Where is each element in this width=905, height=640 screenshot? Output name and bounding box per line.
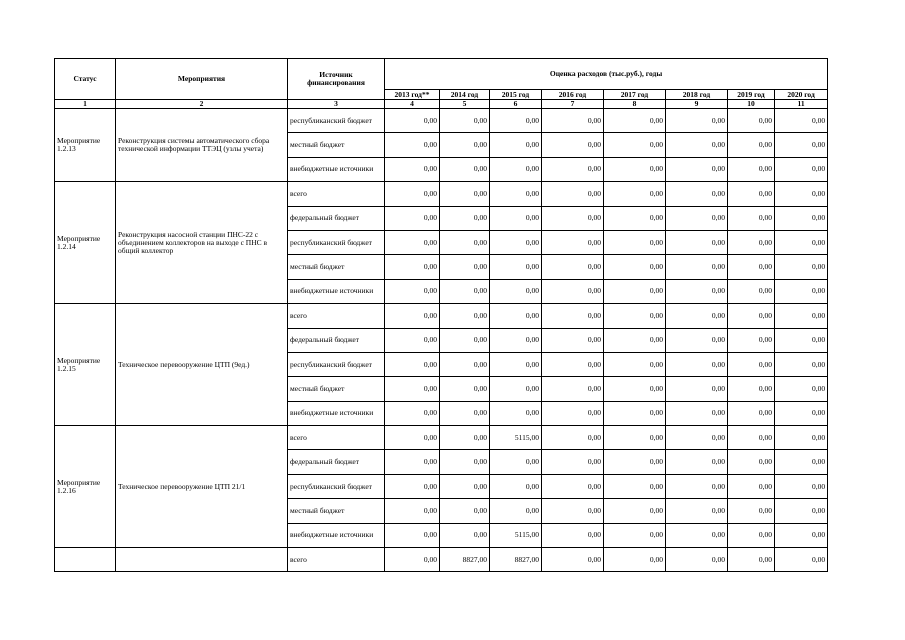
value-cell: 0,00: [775, 255, 828, 279]
status-cell: Мероприятие 1.2.13: [55, 109, 116, 182]
value-cell: 0,00: [728, 401, 775, 425]
value-cell: 0,00: [728, 230, 775, 254]
value-cell: 0,00: [728, 133, 775, 157]
table-row: [55, 548, 828, 572]
source-cell: федеральный бюджет: [288, 450, 385, 474]
value-cell: 0,00: [728, 352, 775, 376]
header-status: Статус: [55, 59, 116, 100]
year-header: 2020 год: [775, 90, 828, 100]
source-cell: республиканский бюджет: [288, 352, 385, 376]
source-cell: федеральный бюджет: [288, 206, 385, 230]
value-cell: 0,00: [604, 133, 666, 157]
source-cell: внебюджетные источники: [288, 523, 385, 547]
value-cell: 0,00: [666, 474, 728, 498]
source-cell: всего: [288, 182, 385, 206]
value-cell: 0,00: [604, 328, 666, 352]
value-cell: 0,00: [542, 133, 604, 157]
column-number: 5: [440, 100, 490, 109]
source-cell: республиканский бюджет: [288, 230, 385, 254]
measure-cell: [116, 548, 288, 572]
column-number: 10: [728, 100, 775, 109]
source-cell: всего: [288, 548, 385, 572]
value-cell: 0,00: [542, 109, 604, 133]
source-cell: местный бюджет: [288, 255, 385, 279]
value-cell: 0,00: [775, 474, 828, 498]
value-cell: 0,00: [542, 304, 604, 328]
value-cell: 0,00: [775, 548, 828, 572]
value-cell: 0,00: [728, 279, 775, 303]
value-cell: 0,00: [542, 255, 604, 279]
value-cell: 0,00: [775, 523, 828, 547]
value-cell: 0,00: [440, 352, 490, 376]
value-cell: 0,00: [604, 279, 666, 303]
budget-body: [55, 109, 828, 572]
value-cell: 0,00: [775, 426, 828, 450]
value-cell: 0,00: [775, 450, 828, 474]
status-cell: Мероприятие 1.2.16: [55, 426, 116, 548]
year-header: 2018 год: [666, 90, 728, 100]
source-cell: внебюджетные источники: [288, 157, 385, 181]
value-cell: 0,00: [440, 377, 490, 401]
value-cell: 0,00: [440, 474, 490, 498]
table-row: [55, 426, 828, 450]
value-cell: 0,00: [604, 523, 666, 547]
value-cell: 0,00: [604, 206, 666, 230]
value-cell: 0,00: [385, 499, 440, 523]
value-cell: 0,00: [666, 352, 728, 376]
value-cell: 0,00: [490, 377, 542, 401]
value-cell: 0,00: [490, 474, 542, 498]
value-cell: 0,00: [666, 523, 728, 547]
value-cell: 0,00: [440, 328, 490, 352]
value-cell: 0,00: [728, 426, 775, 450]
value-cell: 0,00: [666, 206, 728, 230]
value-cell: 0,00: [490, 230, 542, 254]
value-cell: 0,00: [440, 523, 490, 547]
value-cell: 0,00: [542, 401, 604, 425]
source-cell: местный бюджет: [288, 499, 385, 523]
source-cell: местный бюджет: [288, 377, 385, 401]
value-cell: 0,00: [385, 230, 440, 254]
value-cell: 0,00: [490, 401, 542, 425]
value-cell: 0,00: [440, 499, 490, 523]
value-cell: 0,00: [775, 352, 828, 376]
value-cell: 0,00: [604, 426, 666, 450]
header-row: [55, 59, 828, 90]
measure-cell: Реконструкция системы автоматического сбора технической информации ТТЭЦ (узлы учета): [116, 109, 288, 182]
value-cell: 0,00: [775, 206, 828, 230]
value-cell: 0,00: [542, 328, 604, 352]
status-cell: [55, 548, 116, 572]
value-cell: 0,00: [440, 450, 490, 474]
header-cost-estimate: Оценка расходов (тыс.руб.), годы: [385, 59, 828, 90]
column-number: 4: [385, 100, 440, 109]
value-cell: 0,00: [490, 182, 542, 206]
header-measures: Мероприятия: [116, 59, 288, 100]
value-cell: 0,00: [542, 474, 604, 498]
column-number: 1: [55, 100, 116, 109]
source-cell: внебюджетные источники: [288, 401, 385, 425]
value-cell: 0,00: [440, 133, 490, 157]
value-cell: 0,00: [728, 499, 775, 523]
value-cell: 0,00: [604, 304, 666, 328]
value-cell: 0,00: [775, 304, 828, 328]
value-cell: 0,00: [440, 279, 490, 303]
table-row: [55, 304, 828, 328]
value-cell: 0,00: [385, 133, 440, 157]
value-cell: 0,00: [666, 499, 728, 523]
source-cell: всего: [288, 304, 385, 328]
value-cell: 8827,00: [490, 548, 542, 572]
value-cell: 0,00: [490, 133, 542, 157]
value-cell: 0,00: [385, 474, 440, 498]
value-cell: 0,00: [542, 523, 604, 547]
value-cell: 0,00: [440, 255, 490, 279]
value-cell: 0,00: [775, 133, 828, 157]
value-cell: 0,00: [666, 450, 728, 474]
value-cell: 0,00: [440, 182, 490, 206]
value-cell: 0,00: [775, 499, 828, 523]
year-header: 2013 год**: [385, 90, 440, 100]
value-cell: 0,00: [385, 426, 440, 450]
value-cell: 0,00: [542, 352, 604, 376]
value-cell: 0,00: [728, 450, 775, 474]
value-cell: 0,00: [728, 206, 775, 230]
value-cell: 0,00: [666, 255, 728, 279]
value-cell: 0,00: [666, 377, 728, 401]
value-cell: 0,00: [604, 377, 666, 401]
value-cell: 0,00: [728, 523, 775, 547]
value-cell: 0,00: [440, 304, 490, 328]
year-header: 2017 год: [604, 90, 666, 100]
value-cell: 0,00: [385, 255, 440, 279]
source-cell: всего: [288, 426, 385, 450]
value-cell: 5115,00: [490, 523, 542, 547]
value-cell: 0,00: [490, 304, 542, 328]
value-cell: 0,00: [604, 109, 666, 133]
column-number: 2: [116, 100, 288, 109]
source-cell: федеральный бюджет: [288, 328, 385, 352]
value-cell: 0,00: [542, 548, 604, 572]
value-cell: 0,00: [490, 255, 542, 279]
value-cell: 0,00: [666, 182, 728, 206]
value-cell: 0,00: [542, 377, 604, 401]
value-cell: 0,00: [604, 182, 666, 206]
value-cell: 0,00: [666, 548, 728, 572]
value-cell: 0,00: [490, 328, 542, 352]
value-cell: 0,00: [775, 328, 828, 352]
value-cell: 0,00: [490, 450, 542, 474]
column-number: 9: [666, 100, 728, 109]
value-cell: 0,00: [385, 279, 440, 303]
value-cell: 0,00: [490, 279, 542, 303]
value-cell: 0,00: [542, 182, 604, 206]
value-cell: 0,00: [440, 157, 490, 181]
budget-table: [54, 58, 828, 572]
column-number-row: [55, 100, 828, 109]
status-cell: Мероприятие 1.2.14: [55, 182, 116, 304]
source-cell: республиканский бюджет: [288, 474, 385, 498]
value-cell: 0,00: [490, 352, 542, 376]
value-cell: 0,00: [728, 377, 775, 401]
value-cell: 0,00: [542, 499, 604, 523]
table-row: [55, 109, 828, 133]
year-header: 2014 год: [440, 90, 490, 100]
value-cell: 0,00: [604, 548, 666, 572]
value-cell: 0,00: [775, 377, 828, 401]
value-cell: 0,00: [775, 157, 828, 181]
value-cell: 0,00: [440, 109, 490, 133]
value-cell: 0,00: [542, 230, 604, 254]
value-cell: 0,00: [728, 109, 775, 133]
value-cell: 0,00: [385, 548, 440, 572]
value-cell: 0,00: [666, 230, 728, 254]
value-cell: 0,00: [385, 401, 440, 425]
value-cell: 0,00: [604, 401, 666, 425]
value-cell: 0,00: [666, 328, 728, 352]
column-number: 8: [604, 100, 666, 109]
source-cell: внебюджетные источники: [288, 279, 385, 303]
value-cell: 0,00: [775, 182, 828, 206]
value-cell: 0,00: [666, 133, 728, 157]
value-cell: 0,00: [775, 279, 828, 303]
value-cell: 0,00: [728, 255, 775, 279]
value-cell: 0,00: [775, 401, 828, 425]
column-number: 6: [490, 100, 542, 109]
year-header: 2016 год: [542, 90, 604, 100]
value-cell: 0,00: [385, 182, 440, 206]
column-number: 7: [542, 100, 604, 109]
value-cell: 0,00: [542, 426, 604, 450]
source-cell: республиканский бюджет: [288, 109, 385, 133]
value-cell: 0,00: [385, 157, 440, 181]
column-number: 3: [288, 100, 385, 109]
value-cell: 0,00: [385, 523, 440, 547]
value-cell: 0,00: [542, 157, 604, 181]
value-cell: 5115,00: [490, 426, 542, 450]
year-header: 2015 год: [490, 90, 542, 100]
value-cell: 0,00: [385, 450, 440, 474]
value-cell: 0,00: [728, 548, 775, 572]
value-cell: 0,00: [728, 157, 775, 181]
header-source: Источник финансирования: [288, 59, 385, 100]
value-cell: 0,00: [490, 157, 542, 181]
value-cell: 0,00: [490, 499, 542, 523]
value-cell: 0,00: [666, 157, 728, 181]
value-cell: 0,00: [385, 377, 440, 401]
value-cell: 0,00: [490, 206, 542, 230]
value-cell: 0,00: [385, 352, 440, 376]
value-cell: 0,00: [385, 109, 440, 133]
table-row: [55, 182, 828, 206]
value-cell: 0,00: [728, 182, 775, 206]
value-cell: 0,00: [666, 109, 728, 133]
value-cell: 0,00: [604, 474, 666, 498]
value-cell: 0,00: [666, 426, 728, 450]
year-header: 2019 год: [728, 90, 775, 100]
value-cell: 0,00: [604, 255, 666, 279]
value-cell: 0,00: [604, 499, 666, 523]
value-cell: 0,00: [728, 304, 775, 328]
value-cell: 0,00: [604, 157, 666, 181]
value-cell: 0,00: [440, 426, 490, 450]
value-cell: 0,00: [385, 304, 440, 328]
measure-cell: Техническое перевооружение ЦТП (9ед.): [116, 304, 288, 426]
value-cell: 0,00: [490, 109, 542, 133]
column-number: 11: [775, 100, 828, 109]
value-cell: 0,00: [604, 450, 666, 474]
value-cell: 0,00: [440, 230, 490, 254]
value-cell: 0,00: [542, 206, 604, 230]
measure-cell: Техническое перевооружение ЦТП 21/1: [116, 426, 288, 548]
status-cell: Мероприятие 1.2.15: [55, 304, 116, 426]
value-cell: 0,00: [385, 206, 440, 230]
value-cell: 0,00: [440, 401, 490, 425]
source-cell: местный бюджет: [288, 133, 385, 157]
value-cell: 0,00: [666, 279, 728, 303]
value-cell: 0,00: [542, 279, 604, 303]
measure-cell: Реконструкция насосной станции ПНС-22 с объединением коллекторов на выходе с ПНС в общий коллектор: [116, 182, 288, 304]
value-cell: 8827,00: [440, 548, 490, 572]
value-cell: 0,00: [666, 401, 728, 425]
value-cell: 0,00: [666, 304, 728, 328]
value-cell: 0,00: [728, 328, 775, 352]
value-cell: 0,00: [385, 328, 440, 352]
value-cell: 0,00: [728, 474, 775, 498]
value-cell: 0,00: [604, 352, 666, 376]
value-cell: 0,00: [604, 230, 666, 254]
value-cell: 0,00: [440, 206, 490, 230]
value-cell: 0,00: [775, 230, 828, 254]
value-cell: 0,00: [775, 109, 828, 133]
value-cell: 0,00: [542, 450, 604, 474]
